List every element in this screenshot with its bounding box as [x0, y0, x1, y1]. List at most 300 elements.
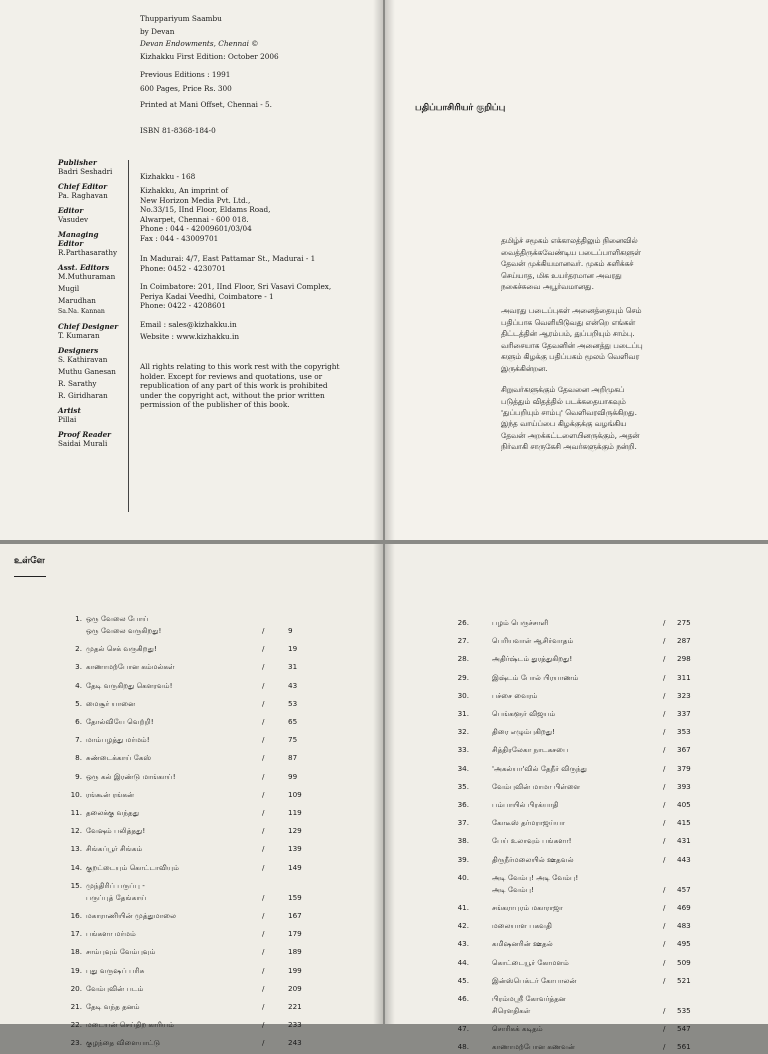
toc-entry-page: 561 — [677, 1042, 691, 1052]
credit-name: Pillai — [58, 415, 77, 424]
credit-name: Muthu Ganesan — [58, 367, 116, 376]
toc-entry-number: 13. — [70, 844, 82, 854]
toc-entry-title-continued: சிரௌதிகள் — [492, 1006, 531, 1015]
toc-entry-title: ஒரு கல் இரண்டு மாங்காய்! — [86, 771, 176, 781]
toc-entry-title: மலையாள பகவதி — [492, 921, 552, 931]
toc-entry-number: 20. — [70, 983, 82, 993]
credit-name: R. Giridharan — [58, 391, 108, 400]
toc-entry-page: 323 — [677, 690, 691, 700]
toc-entry-title: முந்திரிப் பருப்பு - — [86, 880, 145, 890]
toc-entry-number: 9. — [75, 771, 82, 781]
toc-entry-title: தேடி வருகிறது கௌரவம்! — [86, 680, 173, 690]
toc-entry[interactable] — [385, 956, 765, 968]
toc-entry-title: தலைக்கு வந்தது — [86, 808, 140, 817]
address-line: Kizhakku, An imprint of — [140, 186, 228, 195]
toc-entry-number: 40. — [457, 872, 469, 882]
note-line: படுத்தும் விதத்தில் படக்கதையாகவும் — [501, 396, 626, 406]
toc-entry-page: 43 — [288, 680, 298, 690]
isbn: ISBN 81-8368-184-0 — [140, 126, 216, 135]
toc-entry-title: சங்கராபுரம் மகாராஜா — [492, 903, 563, 912]
toc-entry[interactable] — [385, 780, 765, 792]
toc-entry[interactable] — [0, 751, 380, 763]
toc-entry[interactable] — [0, 1000, 380, 1012]
toc-entry-title: இன்ஸ்பெக்டர் கோபாலன் — [492, 975, 577, 985]
toc-entry[interactable] — [0, 824, 380, 836]
note-line: தமிழ்ச் சமூகம் எக்காலத்திலும் நினைவில் — [501, 236, 638, 245]
toc-entry-page: 19 — [288, 644, 298, 654]
toc-entry[interactable] — [0, 733, 380, 745]
toc-slash: / — [262, 698, 265, 708]
heading-underline — [14, 576, 46, 577]
toc-entry-page: 31 — [288, 662, 298, 672]
toc-slash: / — [663, 884, 666, 894]
toc-entry-number: 36. — [457, 800, 469, 809]
toc-entry-title-continued: ஒரு வேலை வருகிறது! — [86, 626, 162, 635]
toc-entry-page: 535 — [677, 1006, 691, 1015]
toc-entry-title: 'அகல்யா'வில் தேநீர் விருந்து — [492, 763, 587, 773]
email-link[interactable]: Email : sales@kizhakku.in — [140, 320, 237, 329]
madurai-address — [140, 254, 375, 273]
credits-divider — [128, 160, 129, 512]
toc-entry[interactable] — [385, 816, 765, 828]
toc-slash: / — [663, 818, 666, 828]
toc-slash: / — [262, 1002, 265, 1011]
toc-slash: / — [262, 929, 265, 939]
toc-entry[interactable] — [385, 853, 765, 865]
note-paragraph — [501, 305, 741, 374]
toc-slash: / — [262, 626, 265, 635]
toc-slash: / — [262, 735, 265, 745]
toc-slash: / — [262, 771, 265, 781]
printed-at: Printed at Mani Offset, Chennai - 5. — [140, 100, 272, 109]
toc-entry-number: 32. — [457, 727, 469, 737]
address-line: Alwarpet, Chennai - 600 018. — [140, 214, 249, 224]
toc-slash: / — [262, 644, 265, 654]
toc-slash: / — [663, 800, 666, 809]
toc-entry[interactable] — [385, 725, 765, 737]
toc-entry-page: 311 — [677, 672, 691, 682]
toc-entry-title: தேடி வந்த தனம் — [86, 1002, 140, 1011]
note-line: திட்டத்தின் ஆரம்பம், துப்பறியும் சாம்பு. — [501, 329, 635, 338]
toc-entry-number: 42. — [457, 921, 469, 931]
credit-name: Badri Seshadri — [58, 167, 113, 176]
address-line: Phone: 0452 - 4230701 — [140, 263, 226, 273]
toc-entry[interactable] — [385, 919, 765, 931]
toc-entry[interactable] — [385, 992, 765, 1016]
toc-entry[interactable] — [0, 879, 380, 903]
toc-entry[interactable] — [385, 834, 765, 846]
toc-slash: / — [262, 1038, 265, 1048]
toc-entry-page: 495 — [677, 939, 691, 949]
toc-entry-page: 547 — [677, 1024, 691, 1034]
toc-entry-page: 483 — [677, 921, 691, 931]
toc-entry-number: 37. — [457, 818, 469, 828]
address-line: In Coimbatore: 201, IInd Floor, Sri Vasavi Complex, — [140, 282, 332, 291]
toc-slash: / — [663, 975, 666, 985]
toc-entry-number: 19. — [70, 965, 82, 975]
note-line: சிறுவர்களுக்கும் தேவனை அறிமுகப் — [501, 385, 625, 394]
page-gutter-shadow — [385, 0, 395, 540]
toc-entry-number: 43. — [457, 939, 469, 949]
toc-entry-title: சித்திரலேகா நாடகசபை — [492, 745, 569, 755]
toc-entry-number: 23. — [70, 1038, 82, 1048]
toc-entry[interactable] — [0, 861, 380, 873]
credit-label: Artist — [58, 406, 81, 415]
toc-entry-page: 367 — [677, 745, 691, 755]
toc-entry-page: 179 — [288, 929, 302, 939]
note-line: தேவன் முக்கியமானவர். முகம் சுளிக்கச் — [501, 259, 634, 268]
toc-entry[interactable] — [385, 689, 765, 701]
toc-entry-number: 31. — [457, 709, 469, 718]
toc-entry-page: 199 — [288, 965, 302, 975]
toc-entry-number: 14. — [70, 862, 82, 872]
toc-slash: / — [663, 903, 666, 912]
toc-entry[interactable] — [385, 901, 765, 913]
toc-entry-number: 38. — [457, 836, 469, 846]
toc-entry[interactable] — [0, 788, 380, 800]
toc-entry-title: திரை எழும்புகிறது! — [492, 727, 556, 737]
credit-name: S. Kathiravan — [58, 355, 108, 364]
toc-entry-page: 415 — [677, 818, 691, 828]
credit-label: Asst. Editors — [58, 263, 110, 272]
toc-entry-page: 167 — [288, 911, 302, 920]
credit-name: T. Kumaran — [58, 331, 100, 340]
toc-entry[interactable] — [0, 909, 380, 921]
toc-entry-page: 521 — [677, 975, 691, 985]
toc-entry-page: 139 — [288, 844, 302, 854]
toc-entry-number: 7. — [75, 735, 82, 745]
toc-entry-title: பழம் பெருச்சாளி — [492, 618, 549, 627]
credit-name: Mugil — [58, 284, 80, 293]
website-link[interactable]: Website : www.kizhakku.in — [140, 332, 240, 341]
toc-slash: / — [262, 965, 265, 975]
toc-entry[interactable] — [0, 1036, 380, 1048]
credit-name: Marudhan — [58, 296, 96, 305]
toc-entry-number: 10. — [70, 789, 82, 799]
rights-notice — [140, 362, 375, 410]
toc-entry-page: 159 — [288, 892, 302, 902]
toc-entry-page: 353 — [677, 727, 691, 737]
toc-slash: / — [663, 690, 666, 700]
toc-entry-title: மாம்பழத்து மர்மம்! — [86, 735, 150, 745]
toc-entry[interactable] — [385, 707, 765, 719]
toc-entry-title: திருநீர்மலையில் ஊதவல் — [492, 854, 574, 864]
toc-entry-title: சாம்புவும் வேம்புவும் — [86, 947, 156, 957]
toc-entry-number: 12. — [70, 826, 82, 836]
rights-line: republication of any part of this work is prohibited — [140, 381, 328, 391]
credit-name: Vasudev — [58, 215, 89, 224]
editors-note-page — [385, 0, 768, 540]
imprint-address — [140, 186, 370, 244]
toc-entry-title: சுண்டைக்காய் கேஸ் — [86, 753, 152, 763]
toc-entry-number: 28. — [457, 654, 469, 664]
toc-entry[interactable] — [0, 964, 380, 976]
toc-slash: / — [262, 717, 265, 726]
toc-entry[interactable] — [0, 927, 380, 939]
toc-entry-title: வேம்புவின் படம் — [86, 983, 144, 993]
credits-column — [58, 158, 124, 448]
toc-entry-page: 221 — [288, 1002, 302, 1011]
toc-entry-number: 21. — [70, 1002, 82, 1011]
toc-entry-number: 5. — [75, 698, 82, 708]
toc-slash: / — [663, 957, 666, 967]
toc-entry-number: 30. — [457, 690, 469, 700]
toc-entry-number: 33. — [457, 745, 469, 755]
toc-slash: / — [663, 854, 666, 864]
note-line: தேவன் அறக்கட்டளையினருக்கும், அதன் — [501, 430, 640, 440]
toc-entry-title: அதிர்ஷ்டம் துரத்துகிறது! — [492, 654, 573, 664]
toc-slash: / — [262, 680, 265, 690]
coimbatore-address — [140, 282, 375, 311]
note-paragraph — [501, 384, 741, 419]
toc-entry-number: 45. — [457, 975, 469, 985]
toc-slash: / — [262, 662, 265, 672]
toc-entry-title: மகாராணியின் முத்துமாலை — [86, 911, 177, 920]
toc-slash: / — [663, 1042, 666, 1052]
toc-entry-number: 29. — [457, 672, 469, 682]
toc-entry[interactable] — [0, 842, 380, 854]
toc-entry-number: 48. — [457, 1042, 469, 1052]
toc-entry-number: 26. — [457, 618, 469, 627]
toc-entry-title: பேய் உலாவும் பங்களா! — [492, 836, 572, 846]
toc-entry-title: பச்சை வைரம் — [492, 690, 538, 700]
toc-entry-number: 35. — [457, 781, 469, 791]
toc-entry-page: 287 — [677, 636, 691, 646]
address-line: Fax : 044 - 43009701 — [140, 233, 219, 243]
toc-entry[interactable] — [0, 642, 380, 654]
toc-slash: / — [262, 844, 265, 854]
toc-entry-title: கமிஷனரின் ஊதல் — [492, 939, 553, 949]
toc-slash: / — [663, 1006, 666, 1015]
toc-entry-page: 75 — [288, 735, 298, 745]
toc-entry-title: மைசூர் யானை — [86, 698, 136, 708]
toc-entry-page: 337 — [677, 709, 691, 718]
toc-slash: / — [262, 826, 265, 836]
pages-price: 600 Pages, Price Rs. 300 — [140, 84, 232, 93]
toc-entry-title: புது வருஷப் பரிசு — [86, 965, 145, 975]
toc-entry-page: 509 — [677, 957, 691, 967]
toc-entry-page: 405 — [677, 800, 691, 809]
toc-entry[interactable] — [385, 871, 765, 895]
credit-name: R. Sarathy — [58, 379, 97, 388]
toc-entry-number: 47. — [457, 1024, 469, 1034]
credit-name: M.Muthuraman — [58, 272, 116, 281]
credit-name: Pa. Raghavan — [58, 191, 108, 200]
toc-slash: / — [663, 636, 666, 646]
toc-entry-number: 18. — [70, 947, 82, 957]
toc-entry-number: 44. — [457, 957, 469, 967]
toc-slash: / — [262, 862, 265, 872]
toc-entry[interactable] — [0, 697, 380, 709]
toc-entry[interactable] — [385, 1040, 765, 1052]
toc-entry-title: பெரியவாள் ஆசிர்வாதம் — [492, 636, 574, 646]
toc-entry-number: 34. — [457, 763, 469, 773]
credit-name: R.Parthasarathy — [58, 248, 118, 257]
toc-entry-number: 8. — [75, 753, 82, 763]
note-line: அவரது படைப்புகள் அனைத்தையும் செம் — [501, 306, 642, 315]
toc-slash: / — [663, 654, 666, 664]
address-line: New Horizon Media Pvt. Ltd., — [140, 195, 251, 205]
toc-entry-title-continued: பருப்புத் தேங்காய் — [86, 892, 147, 902]
credit-label: Publisher — [58, 158, 97, 167]
toc-entry-page: 9 — [288, 626, 293, 635]
toc-entry-page: 209 — [288, 983, 302, 993]
toc-entry-page: 379 — [677, 763, 691, 773]
toc-slash: / — [663, 939, 666, 949]
toc-entry-title: குறட்டையும் கொட்டாவியும் — [86, 862, 179, 872]
note-line: வைத்திருக்கவேண்டிய படைப்பாளிகளுள் — [501, 247, 641, 257]
toc-entry-page: 149 — [288, 862, 302, 872]
toc-entry-page: 243 — [288, 1038, 302, 1048]
toc-entry-page: 469 — [677, 903, 691, 912]
first-edition: Kizhakku First Edition: October 2006 — [140, 52, 279, 61]
contents-page-left — [0, 544, 383, 1048]
credit-label: Managing Editor — [58, 230, 99, 248]
rights-line: under the copyright act, without the prior written — [140, 390, 325, 400]
toc-entry-title: முதல் செக் வருகிறது! — [86, 644, 157, 654]
toc-entry-page: 189 — [288, 947, 302, 957]
toc-entry-title: தோல்வியே வெற்றி! — [86, 717, 154, 726]
toc-slash: / — [262, 911, 265, 920]
toc-entry-number: 15. — [70, 880, 82, 890]
toc-slash: / — [663, 921, 666, 931]
toc-entry-page: 275 — [677, 618, 691, 627]
toc-entry[interactable] — [0, 1018, 380, 1030]
toc-entry[interactable] — [0, 679, 380, 691]
toc-entry-page: 53 — [288, 698, 298, 708]
rights-line: permission of the publisher of this book. — [140, 400, 290, 410]
toc-entry-title: மடையன் செய்திற காரியம் — [86, 1020, 174, 1030]
toc-entry-page: 393 — [677, 781, 691, 791]
toc-slash: / — [663, 672, 666, 682]
toc-entry[interactable] — [0, 612, 380, 636]
toc-entry-title: கோடீஸ் தர்மராஜய்யா — [492, 818, 565, 828]
toc-entry[interactable] — [0, 945, 380, 957]
toc-slash: / — [663, 836, 666, 846]
toc-slash: / — [262, 808, 265, 817]
toc-entry-page: 129 — [288, 826, 302, 836]
toc-entry-number: 16. — [70, 911, 82, 920]
address-line: Periya Kadai Veedhi, Coimbatore - 1 — [140, 291, 274, 301]
address-line: Phone: 0422 - 4208601 — [140, 301, 226, 311]
toc-entry[interactable] — [385, 616, 765, 628]
toc-entry-number: 27. — [457, 636, 469, 646]
credit-label: Chief Editor — [58, 182, 107, 191]
toc-entry-title: பெங்களூர் விஜயம் — [492, 709, 556, 718]
toc-entry-number: 11. — [70, 808, 82, 817]
kizhakku-number: Kizhakku - 168 — [140, 172, 196, 181]
toc-entry-title: குழந்தை விளையாட்டு — [86, 1038, 161, 1048]
toc-slash: / — [262, 1020, 265, 1030]
toc-entry-title: சிங்கப்பூர் சிங்கம் — [86, 844, 143, 854]
toc-entry[interactable] — [385, 974, 765, 986]
note-line: பதிப்பாக வெளியிடுவது என்றெ எங்கள் — [501, 317, 636, 327]
toc-entry-number: 2. — [75, 644, 82, 654]
toc-entry-title: பங்களா மர்மம் — [86, 929, 136, 939]
note-paragraph — [501, 418, 741, 453]
toc-slash: / — [262, 947, 265, 957]
toc-slash: / — [663, 781, 666, 791]
previous-editions: Previous Editions : 1991 — [140, 70, 231, 79]
toc-slash: / — [663, 763, 666, 773]
toc-entry-page: 99 — [288, 771, 298, 781]
rights-line: holder. Except for reviews and quotations, use or — [140, 371, 323, 381]
toc-entry-title: ரங்கூன் ரங்கன் — [86, 789, 135, 799]
toc-entry[interactable] — [385, 1022, 765, 1034]
toc-entry[interactable] — [385, 762, 765, 774]
note-line: களும் கிழக்கு பதிப்பகம் மூலம் வெளிவர — [501, 352, 640, 361]
credit-label: Designers — [58, 346, 99, 355]
rights-line: All rights relating to this work rest with the copyright — [140, 362, 340, 371]
toc-entry-number: 22. — [70, 1020, 82, 1030]
note-line: வரிசையாக தேவனின் அனைத்து படைப்பு — [501, 340, 643, 350]
toc-slash: / — [262, 789, 265, 799]
toc-entry[interactable] — [385, 937, 765, 949]
editors-note-heading: பதிப்பாசிரியர் குறிப்பு — [415, 103, 506, 113]
toc-slash: / — [663, 618, 666, 627]
toc-entry-title-continued: அடி வேம்பு! — [492, 884, 534, 894]
toc-entry-number: 17. — [70, 929, 82, 939]
address-line: Phone : 044 - 42009601/03/04 — [140, 224, 252, 234]
toc-entry-title: அடி வேம்பு! அடி வேம்பு! — [492, 872, 579, 882]
toc-entry-title: கொட்டையூர் கோமளம் — [492, 957, 569, 967]
credit-label: Editor — [58, 206, 84, 215]
toc-entry-title: பிரம்மஸ்ரீ கோவர்த்தன — [492, 994, 566, 1003]
toc-entry[interactable] — [0, 982, 380, 994]
copyright-page — [0, 0, 383, 540]
toc-entry-number: 41. — [457, 903, 469, 912]
credit-label: Proof Reader — [58, 430, 111, 439]
credit-name: Sa.Na. Kannan — [58, 308, 105, 315]
note-line: நகைச்சுவை அபூர்வமானது. — [501, 282, 594, 291]
note-line: இருக்கின்றன. — [501, 363, 548, 373]
toc-entry[interactable] — [385, 634, 765, 646]
copyright-line: Devan Endowments, Chennai © — [140, 39, 259, 48]
toc-entry-number: 46. — [457, 994, 469, 1003]
toc-entry-title: காணாமற்போன கம்மல்கள் — [86, 662, 175, 672]
note-line: நிர்வாகி சாருகேசி அவர்களுக்கும் நன்றி. — [501, 442, 637, 451]
toc-entry[interactable] — [385, 798, 765, 810]
toc-entry-number: 4. — [75, 680, 82, 690]
toc-slash: / — [262, 753, 265, 763]
toc-entry-page: 431 — [677, 836, 691, 846]
toc-entry-page: 119 — [288, 808, 302, 817]
toc-entry[interactable] — [385, 671, 765, 683]
toc-entry[interactable] — [0, 806, 380, 818]
toc-entry[interactable] — [385, 743, 765, 755]
toc-slash: / — [663, 1024, 666, 1034]
note-paragraph — [501, 235, 741, 293]
toc-entry[interactable] — [0, 715, 380, 727]
toc-entry-title: காணாமற்போன கணவன் — [492, 1042, 575, 1052]
address-line: In Madurai: 4/7, East Pattamar St., Madurai - 1 — [140, 254, 316, 263]
toc-entry-page: 65 — [288, 717, 298, 726]
toc-entry[interactable] — [0, 660, 380, 672]
address-line: No.33/15, IInd Floor, Eldams Road, — [140, 205, 271, 215]
toc-entry-title: சொரிகக் கடிதம் — [492, 1024, 543, 1034]
toc-entry-title: பம்பாயில் பிரக்யாதி — [492, 800, 559, 809]
toc-slash: / — [663, 727, 666, 737]
credit-name: Saidai Murali — [58, 439, 108, 448]
credit-label: Chief Designer — [58, 322, 119, 331]
toc-entry-number: 39. — [457, 854, 469, 864]
toc-entry[interactable] — [385, 652, 765, 664]
contents-heading: உள்ளே — [14, 556, 45, 566]
toc-entry[interactable] — [0, 770, 380, 782]
toc-entry-page: 298 — [677, 654, 691, 664]
toc-entry-number: 1. — [75, 614, 82, 623]
toc-entry-page: 443 — [677, 854, 691, 864]
